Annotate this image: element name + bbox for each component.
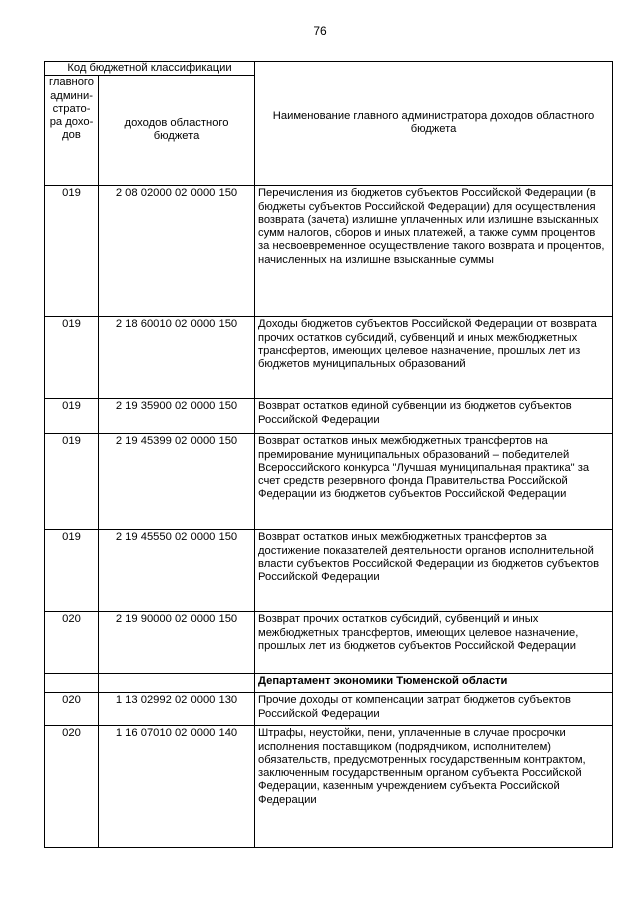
admin-code-cell: 020 [45, 612, 99, 674]
income-code-cell [99, 674, 255, 693]
income-code-cell: 2 08 02000 02 0000 150 [99, 186, 255, 317]
revenue-name-cell: Возврат остатков иных межбюджетных трансфертов за достижение показателей деятельности органов исполнительной власти субъектов Российской Федерации из бюджетов субъектов Российской Федерации [255, 530, 613, 612]
income-code-cell: 2 18 60010 02 0000 150 [99, 317, 255, 399]
table-body [45, 186, 613, 848]
header-regional-income: доходов областного бюджета [99, 76, 255, 186]
admin-code-cell: 019 [45, 399, 99, 434]
revenue-name-cell: Прочие доходы от компенсации затрат бюджетов субъектов Российской Федерации [255, 693, 613, 726]
table-row [45, 612, 613, 674]
income-code-cell: 2 19 90000 02 0000 150 [99, 612, 255, 674]
income-code-cell: 2 19 35900 02 0000 150 [99, 399, 255, 434]
header-budget-classification-code: Код бюджетной классификации [45, 62, 255, 76]
admin-code-cell: 019 [45, 434, 99, 530]
header-administrator-name: Наименование главного администратора доходов областного бюджета [255, 62, 613, 186]
admin-code-cell [45, 674, 99, 693]
table-row [45, 530, 613, 612]
income-code-cell: 2 19 45399 02 0000 150 [99, 434, 255, 530]
admin-code-cell: 020 [45, 726, 99, 848]
revenue-name-cell: Возврат остатков единой субвенции из бюджетов субъектов Российской Федерации [255, 399, 613, 434]
header-main-administrator: главного админи- страто- ра дохо- дов [45, 76, 99, 186]
admin-code-cell: 019 [45, 317, 99, 399]
income-code-cell: 1 16 07010 02 0000 140 [99, 726, 255, 848]
revenue-name-cell: Перечисления из бюджетов субъектов Российской Федерации (в бюджеты субъектов Российской Федерации) для осуществления возврата (зачета) излишне уплаченных или излишне взысканных сумм налогов, сборов и иных платежей, а также сумм процентов за несвоевременное осуществление такого возврата и процентов, начисленных на излишне взысканные суммы [255, 186, 613, 317]
table-row [45, 434, 613, 530]
admin-code-cell: 020 [45, 693, 99, 726]
income-code-cell: 2 19 45550 02 0000 150 [99, 530, 255, 612]
revenue-name-cell: Возврат прочих остатков субсидий, субвенций и иных межбюджетных трансфертов, имеющих целевое назначение, прошлых лет из бюджетов субъектов Российской Федерации [255, 612, 613, 674]
section-title-cell: Департамент экономики Тюменской области [255, 674, 613, 693]
revenue-name-cell: Доходы бюджетов субъектов Российской Федерации от возврата прочих остатков субсидий, субвенций и иных межбюджетных трансфертов, имеющих целевое назначение, прошлых лет из бюджетов муниципальных образований [255, 317, 613, 399]
table-row [45, 693, 613, 726]
admin-code-cell: 019 [45, 530, 99, 612]
table-row [45, 317, 613, 399]
table-row [45, 726, 613, 848]
budget-classification-table [44, 61, 613, 848]
header-row-group [45, 62, 613, 76]
income-code-cell: 1 13 02992 02 0000 130 [99, 693, 255, 726]
admin-code-cell: 019 [45, 186, 99, 317]
revenue-name-cell: Возврат остатков иных межбюджетных трансфертов на премирование муниципальных образований – победителей Всероссийского конкурса "Лучшая муниципальная практика" за счет средств резервного фонда Правительства Российской Федерации из бюджетов субъектов Российской Федерации [255, 434, 613, 530]
table-row [45, 399, 613, 434]
section-row [45, 674, 613, 693]
table-row [45, 186, 613, 317]
revenue-name-cell: Штрафы, неустойки, пени, уплаченные в случае просрочки исполнения поставщиком (подрядчиком, исполнителем) обязательств, предусмотренных государственным контрактом, заключенным государственным органом субъекта Российской Федерации, казенным учреждением субъекта Российской Федерации [255, 726, 613, 848]
page-number: 76 [313, 24, 327, 38]
